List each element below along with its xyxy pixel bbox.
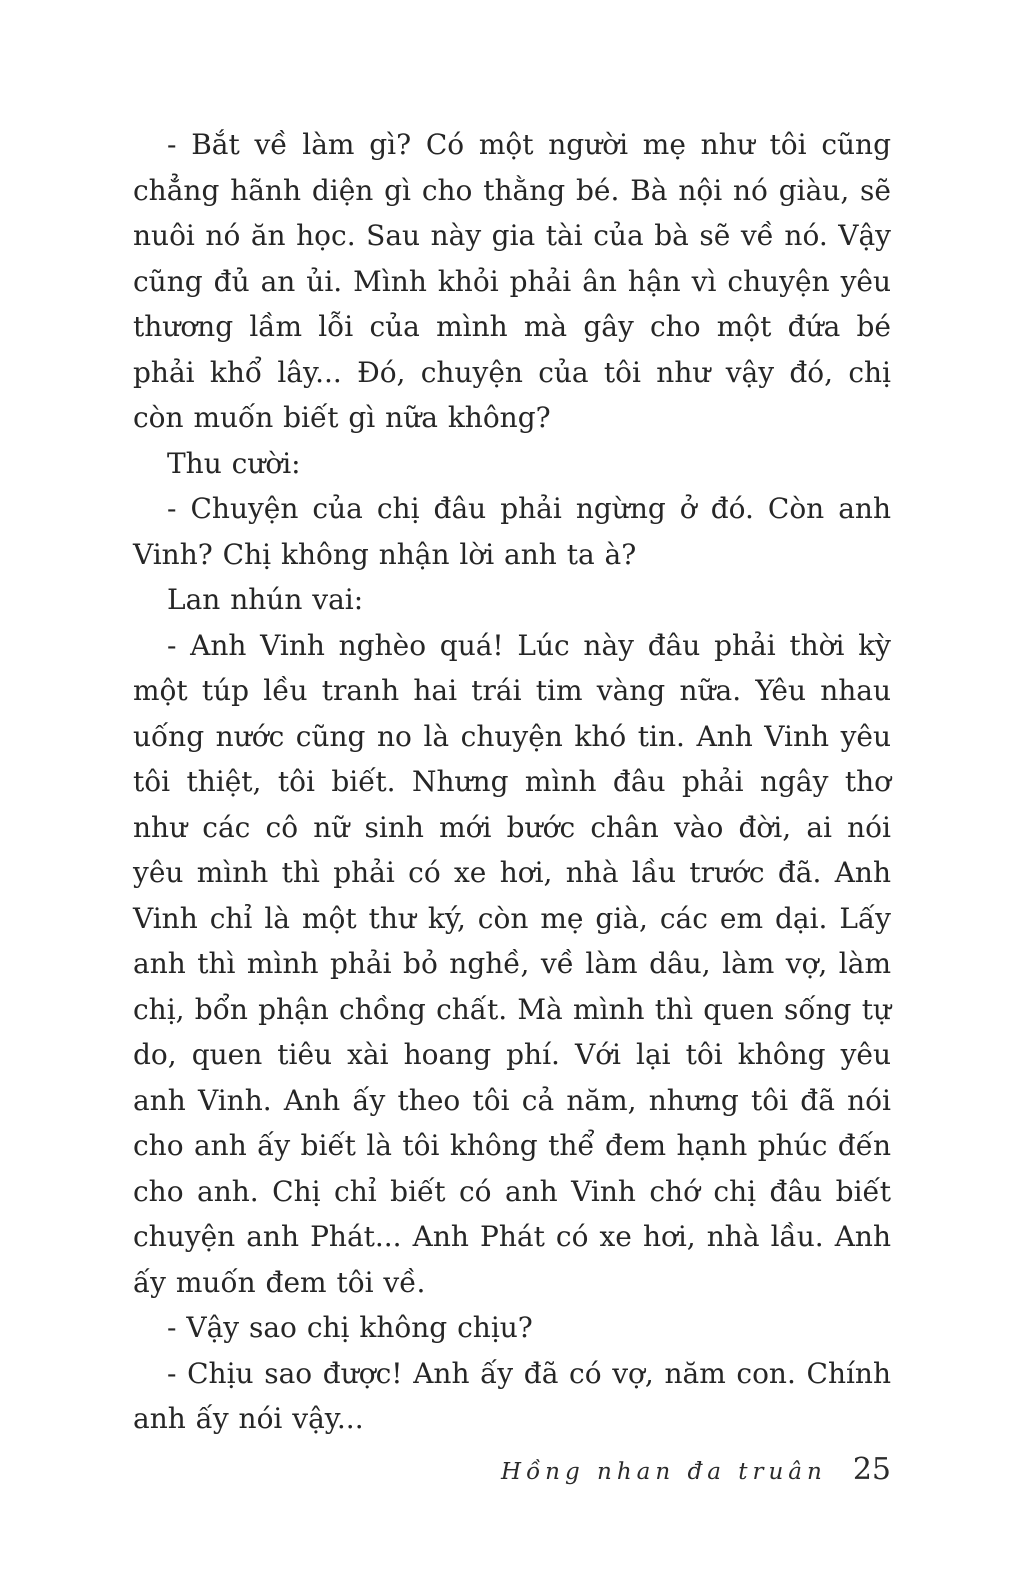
paragraph: - Bắt về làm gì? Có một người mẹ như tôi cũng chẳng hãnh diện gì cho thằng bé. Bà nội nó giàu, sẽ nuôi nó ăn học. Sau này gia tài của bà sẽ về nó. Vậy cũng đủ an ủi. Mình khỏi phải ân hận vì chuyện yêu thương lầm lỗi của mình mà gây cho một đứa bé phải khổ lây... Đó, chuyện của tôi như vậy đó, chị còn muốn biết gì nữa không?	[133, 128, 891, 434]
page-number: 25	[852, 1452, 891, 1487]
paragraph: Lan nhún vai:	[167, 583, 364, 616]
page-footer	[133, 1452, 891, 1487]
paragraph: - Vậy sao chị không chịu?	[167, 1311, 533, 1344]
paragraph: - Chịu sao được! Anh ấy đã có vợ, năm con. Chính anh ấy nói vậy...	[133, 1356, 891, 1435]
paragraph: - Chuyện của chị đâu phải ngừng ở đó. Còn anh Vinh? Chị không nhận lời anh ta à?	[133, 492, 891, 571]
page-text-block	[133, 122, 891, 1442]
running-title: Hồng nhan đa truân	[501, 1459, 827, 1485]
paragraph: Thu cười:	[167, 446, 301, 480]
paragraph: - Anh Vinh nghèo quá! Lúc này đâu phải thời kỳ một túp lều tranh hai trái tim vàng nữa. Yêu nhau uống nước cũng no là chuyện khó tin. Anh Vinh yêu tôi thiệt, tôi biết. Nhưng mình đâu phải ngây thơ như các cô nữ sinh mới bước chân vào đời, ai nói yêu mình thì phải có xe hơi, nhà lầu trước đã. Anh Vinh chỉ là một thư ký, còn mẹ già, các em dại. Lấy anh thì mình phải bỏ nghề, về làm dâu, làm vợ, làm chị, bổn phận chồng chất. Mà mình thì quen sống tự do, quen tiêu xài hoang phí. Với lại tôi không yêu anh Vinh. Anh ấy theo tôi cả năm, nhưng tôi đã nói cho anh ấy biết là tôi không thể đem hạnh phúc đến cho anh. Chị chỉ biết có anh Vinh chớ chị đâu biết chuyện anh Phát... Anh Phát có xe hơi, nhà lầu. Anh ấy muốn đem tôi về.	[133, 628, 891, 1299]
